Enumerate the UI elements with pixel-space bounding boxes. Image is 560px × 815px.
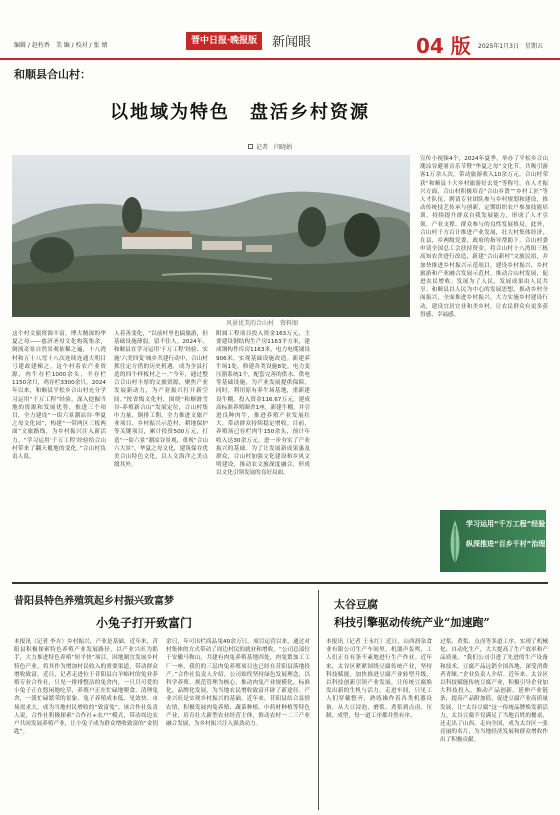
story3-column-2-text: 过浆、煮浆、点卤等多道工序，实现了机械化、自动化生产，大大提高了生产效率和产品质量。“我们公司引进了先进的生产设备和技术，豆腐产品远销全国各地，深受消费者青睐。”企业负责人介绍。近年来，太谷区以科技赋能传统豆腐产业，积极引导企业加大科技投入，推动产品创新，延伸产业链条，提高产品附加值，促进豆腐产业高质量发展，让“太谷豆腐”这一传统品牌焕发新活力。太谷豆腐不仅满足了当地百姓的餐桌，还走出了山西，走向全国，成为太谷区一张亮丽的名片，为当地经济发展和群众增收作出了积极贡献。 bbox=[440, 639, 548, 744]
story2-column-1 bbox=[14, 638, 158, 810]
issue-date: 2025年1月3日 星期五 bbox=[478, 43, 543, 50]
lead-column-1 bbox=[12, 330, 106, 556]
banner-title: 学习运用“千万工程”经验 bbox=[466, 520, 546, 528]
page-number: 04 版 bbox=[416, 34, 471, 58]
story3-column-2 bbox=[440, 638, 548, 810]
byline-square-icon bbox=[248, 144, 253, 149]
landscape-illustration bbox=[12, 155, 410, 317]
story2-column-1-text: 本报讯（记者 李卉）乡村振兴，产业是基础。近年来，昔阳县积极探索特色养殖产业发展路径，以产业兴旺为抓手，大力推进特色养殖“短平快”项目，因地制宜发展乡村特色产业，将其作为增加村民收入的重要渠道，带动群众增收致富。近日，记者走进位于昔阳县白羊峪村的兔业养殖专业合作社，只见一排排整洁的兔舍内，一只只可爱的小兔子正在悠闲地吃草，养殖户正在忙碌地喂食、清理兔舍，一派忙碌繁荣的景象。兔子养殖成本低、见效快、市场需求大，成为当地村民增收的“致富兔”。该合作社负责人说，合作社积极探索“合作社+农户”模式，带动周边农户共同发展养殖产业，让小兔子成为群众增收致富的“金钥匙”。 bbox=[14, 639, 158, 736]
byline-text: 记者 闫晓娟 bbox=[256, 144, 293, 151]
photo-caption: 风景优美的合山村 资料图 bbox=[226, 320, 299, 327]
section-divider bbox=[12, 582, 548, 584]
masthead bbox=[0, 0, 560, 60]
column-divider bbox=[318, 590, 319, 810]
lead-column-3-text: 附属工程项目投入资金163万元，主要建设钢结构生产房1163平方米，建成钢构件库房1163米，电力电缆铺设906米，实现基础设施改造。新建养牛场1处，修建各类设施8处，电力变压器系统1个，配套完善的供水、供电等基础设施，为产业发展提供保障。同时，利用原有养牛场基地，重新建设牛棚，投入资金116.67万元，建成高标准养殖圈舍1座，新建牛棚，并引进良种肉牛，推进养殖产业发展壮大，带动群众持续稳定增收。目前，养殖场已存栏肉牛150余头，预计年收入达30余万元，进一步夯实了产业振兴的基础。为了让发展新成果惠及群众，合山村加强文化建设和乡风文明建设，推动农文旅深度融合，形成以文化引领发展的良好局面。 bbox=[216, 331, 310, 477]
story3-kicker: 太谷豆腐 bbox=[334, 598, 378, 611]
newspaper-logo: 晋中日报·晚报版 bbox=[186, 32, 262, 50]
lead-column-2-text: 人着善变化，“以前村里也搞旅游，但基础设施薄弱，留不住人。2024年，和顺县在学习运用‘千万工程’经验、实施‘六美四变’城乡共建行动中，合山村抓住定方借的历史机遇，成为全县打造的四个样板村之一。”今年，通过整合合山村丰厚的文旅资源，聚焦产业发展新动力，为产业振兴打开新空间。”按省级文化村，围绕“和顺滑雪谷-养殖新合山”发展定位，合山村集中力量、倒排工期，全力推进文旅产业项目、乡村振兴示范村、耕地保护等关键项目，累计投资500万元，打造“一街六景”潮凉谷景观，重现“合山六大景”，华夏之母文化，建筑保存优美合山特色文化，以人文海洋之美点缀其外。 bbox=[114, 331, 208, 469]
leaf-emblem-icon bbox=[444, 516, 466, 566]
lead-byline bbox=[248, 142, 292, 151]
story3-headline: 科技引擎驱动传统产业“加速跑” bbox=[334, 616, 490, 629]
lead-column-2 bbox=[114, 330, 208, 556]
story2-headline: 小兔子打开致富门 bbox=[96, 616, 193, 630]
editor-credits: 编辑 / 赵朽香 美 编 / 校对 / 张 婧 bbox=[14, 42, 108, 49]
section-name: 新闻眼 bbox=[272, 35, 312, 50]
lead-column-4-text: 宣传小视频4个，2024年夏季，举办了平松乡合山潮凉谷避暑音乐节暨“华夏之母”文化节，共吸引游客1万余人次，带动旅游收入10余万元。合山村荣获“和顺县十大乡村旅游好去处”等称号。在人才振兴方面，合山村积极培育“合山乡贤”“乡村工匠”等人才队伍，聘请专业团队参与乡村规划和建设，推动传统技艺传承与创新，定期组织农户参加技能培训，持续提升群众自我发展能力，形成了人才引领、产业支撑、群众参与的良性发展格局。此外，合山村千方百计推进产业发展，壮大村集体经济，在县、乡两级党委、政府的指导帮助下，合山村委申请全国总工会扶持资金，将合山村十八湾组三栋高知农舍进行改造，新建“合山新村”文旅民宿，并加快推进乡村振兴示范项目，建设乡村振兴、乡村旅游和产业融合发展示范村，推动合山村发展，促进农民增收。发展为了人民，发展成果由人民共享。和顺县以人民为中心的发展思想，推动乡村全面振兴，全面推进乡村振兴，大力实施乡村建设行动，建设宜居宜业和美乡村，让农民群众有更多获得感、幸福感。 bbox=[420, 156, 548, 318]
story3-column-1-text: 本报讯（记者 王永红）近日，山西润泉食业有限公司生产车间里，机器声轰鸣，工人们正在有条不紊地进行生产作业。近年来，太谷区紧紧围绕豆腐传统产业，坚持科技赋能，加快推进豆腐产业转型升级，以科技创新引领产业发展，让传统豆腐焕发出新的生机与活力。走进车间，只见工人们穿戴整齐，熟练操作着各类机器设备，从大豆浸泡、磨浆、煮浆到点卤、压制、成型，每一道工序都井然有序。 bbox=[326, 639, 432, 719]
story2-column-2 bbox=[166, 638, 310, 810]
village-landscape-photo bbox=[12, 155, 410, 317]
lead-column-4 bbox=[420, 155, 548, 505]
lead-headline: 以地域为特色 盘活乡村资源 bbox=[110, 102, 370, 123]
banner-subtitle: 纵深推进“百乡千村”治理 bbox=[466, 540, 546, 548]
banner-text-area bbox=[466, 515, 546, 567]
story2-column-2-text: 余只，年可出栏商品兔40余万只。项目运营以来，通过对村集体的方式带动了周边村民的就业和增收。“公司总部位于安徽马鞍山，共建有肉兔养殖基地四处，肉兔繁加工工厂一座，我们的三层肉兔养殖项目也已经在昔阳县落地投产。”合作社负责人介绍，公司始终坚持绿色发展理念，以科学养殖、规范管理为核心，推动肉兔产业规模化、标准化、品牌化发展，为当地农民增收致富开辟了新途径。产业兴旺是实现乡村振兴的基础。近年来，昔阳县结合县情农情，积极发展肉兔养殖、蔬菜种植、中药材种植等特色产业，培育壮大新型农业经营主体，推动农村一二三产业融合发展，为乡村振兴注入强劲动力。 bbox=[166, 639, 310, 728]
lead-column-1-text: 这个村文旅资源丰富，博大精深的华夏之母——慈济圣母文化构筑集余，倒流奇景自然景观依稀之遍，十八湾村和五十八弯十八次连续连通大明目弓建政建梯之。这个村着农产业资源，肉牛存栏1000余头，羊存栏1150余只，鸡存栏3300余只。2024年以来，和顺县平松乡合山村充分学习运用“千万工程”经验，深入挖掘当地的资源和发展优势，推进三个项目，全力建设“一街六景潮凉谷·华夏之母文化园”，构建“一带两区三板两面”文旅路线，为乡村振兴注入新活力。“学习运用‘千万工程’经验给合山村带来了翻天覆地的变化。”合山村负责人说。 bbox=[12, 331, 106, 461]
lead-kicker: 和顺县合山村： bbox=[14, 68, 91, 81]
story2-kicker: 昔阳县特色养殖筑起乡村振兴致富梦 bbox=[14, 596, 174, 607]
story3-column-1 bbox=[326, 638, 432, 810]
lead-column-3 bbox=[216, 330, 310, 556]
